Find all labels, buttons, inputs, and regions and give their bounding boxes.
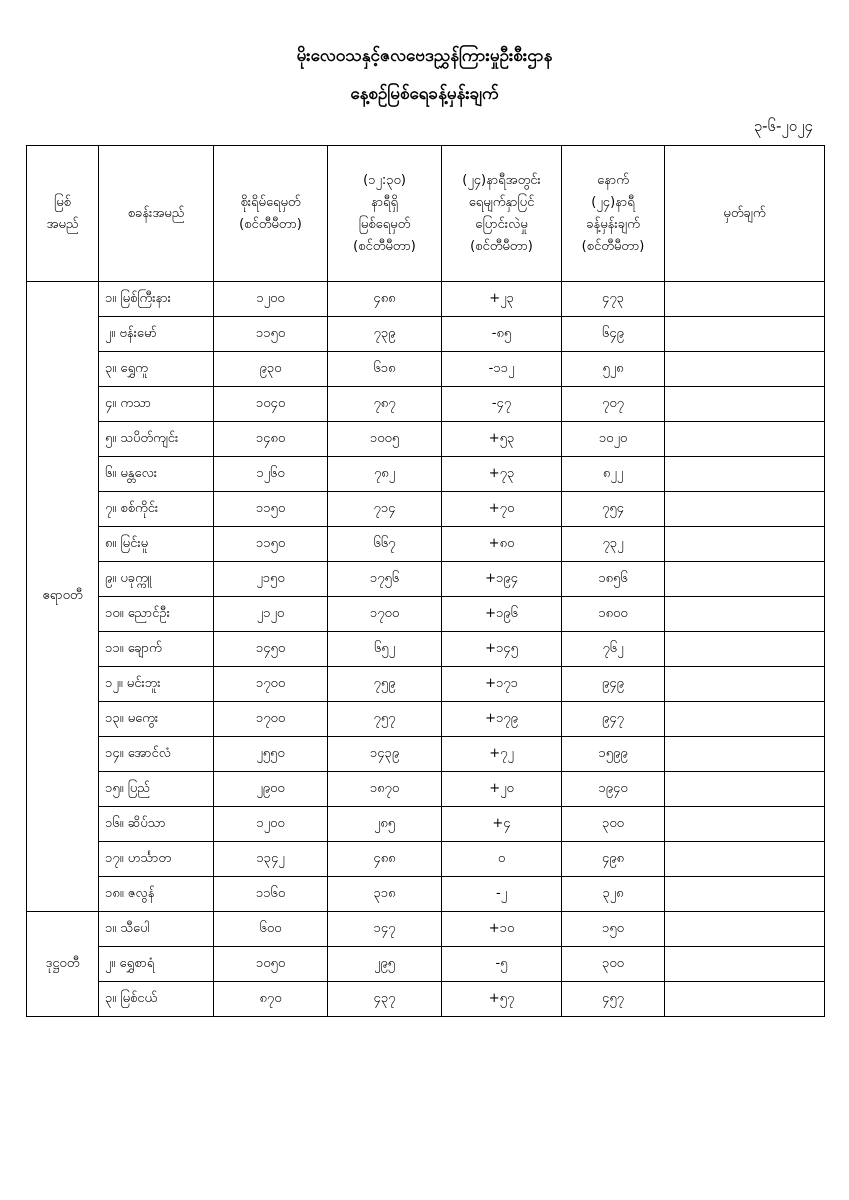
current-level-cell: ၁၇၅၆ [328, 562, 442, 597]
change-cell: +၂၀ [442, 772, 562, 807]
river-name-cell: ဧရာဝတီ [27, 282, 99, 912]
column-header-line: (စင်တီမီတာ) [581, 238, 645, 254]
remarks-cell [665, 877, 825, 912]
current-level-cell: ၂၉၅ [328, 947, 442, 982]
forecast-cell: ၄၉၈ [562, 842, 665, 877]
column-header-line: (စင်တီမီတာ) [470, 238, 533, 254]
table-row [27, 772, 825, 807]
remarks-cell [665, 457, 825, 492]
table-row [27, 737, 825, 772]
danger-level-cell: ၂၁၂၀ [214, 597, 328, 632]
station-cell: ၁။ မြစ်ကြီးနား [99, 282, 214, 317]
current-level-cell: ၁၄၇ [328, 912, 442, 947]
current-level-cell: ၁၇၀၀ [328, 597, 442, 632]
current-level-cell: ၇၃၉ [328, 317, 442, 352]
remarks-cell [665, 492, 825, 527]
station-cell: ၁၆။ ဆိပ်သာ [99, 807, 214, 842]
current-level-cell: ၆၅၂ [328, 632, 442, 667]
remarks-cell [665, 632, 825, 667]
station-cell: ၁၅။ ပြည် [99, 772, 214, 807]
table-row [27, 317, 825, 352]
change-cell: +၁၉၆ [442, 597, 562, 632]
table-row [27, 667, 825, 702]
remarks-cell [665, 807, 825, 842]
remarks-cell [665, 387, 825, 422]
forecast-cell: ၅၂၈ [562, 352, 665, 387]
current-level-cell: ၇၅၇ [328, 702, 442, 737]
forecast-cell: ၇၃၂ [562, 527, 665, 562]
station-cell: ၁၁။ ချောက် [99, 632, 214, 667]
change-cell: +၁၇၁ [442, 667, 562, 702]
column-header-line: စခန်းအမည် [127, 205, 185, 221]
station-cell: ၅။ သပိတ်ကျင်း [99, 422, 214, 457]
danger-level-cell: ၂၅၅၀ [214, 737, 328, 772]
column-header-line: အမည် [46, 216, 79, 232]
station-cell: ၁၄။ အောင်လံ [99, 737, 214, 772]
station-cell: ၇။ စစ်ကိုင်း [99, 492, 214, 527]
danger-level-cell: ၉၃၀ [214, 352, 328, 387]
current-level-cell: ၁၄၃၉ [328, 737, 442, 772]
current-level-cell: ၄၈၈ [328, 282, 442, 317]
table-row [27, 527, 825, 562]
current-level-cell: ၄၃၇ [328, 982, 442, 1017]
column-header-river [27, 146, 99, 282]
danger-level-cell: ၂၉၀၀ [214, 772, 328, 807]
station-cell: ၂။ ရွှေစာရံ [99, 947, 214, 982]
danger-level-cell: ၁၂၆၀ [214, 457, 328, 492]
remarks-cell [665, 597, 825, 632]
station-cell: ၂။ ဗန်းမော် [99, 317, 214, 352]
current-level-cell: ၇၁၄ [328, 492, 442, 527]
column-header-line: မြစ် [54, 194, 71, 210]
table-row [27, 457, 825, 492]
table-row [27, 597, 825, 632]
forecast-cell: ၁၅၀ [562, 912, 665, 947]
change-cell: -၅ [442, 947, 562, 982]
table-body [27, 282, 825, 1017]
table-row [27, 982, 825, 1017]
river-level-table [26, 145, 825, 1017]
remarks-cell [665, 352, 825, 387]
station-cell: ၁။ သီပေါ [99, 912, 214, 947]
column-header-station [99, 146, 214, 282]
column-header-current-level [328, 146, 442, 282]
current-level-cell: ၆၁၈ [328, 352, 442, 387]
danger-level-cell: ၁၁၆၀ [214, 877, 328, 912]
current-level-cell: ၁၈၇၀ [328, 772, 442, 807]
table-row [27, 422, 825, 457]
column-header-danger-level [214, 146, 328, 282]
remarks-cell [665, 772, 825, 807]
remarks-cell [665, 912, 825, 947]
current-level-cell: ၂၈၅ [328, 807, 442, 842]
danger-level-cell: ၁၄၅၀ [214, 632, 328, 667]
danger-level-cell: ၁၂၀၀ [214, 282, 328, 317]
forecast-cell: ၉၄၇ [562, 702, 665, 737]
danger-level-cell: ၁၀၄၀ [214, 387, 328, 422]
station-cell: ၃။ ရွှေကူ [99, 352, 214, 387]
remarks-cell [665, 667, 825, 702]
forecast-cell: ၈၂၂ [562, 457, 665, 492]
report-title: မိုးလေဝသနှင့်ဇလဗေဒညွှန်ကြားမှုဦးစီးဌာန [296, 46, 553, 66]
column-header-line: နောက် [597, 172, 629, 188]
table-row [27, 282, 825, 317]
column-header-line: (စင်တီမီတာ) [239, 216, 302, 232]
change-cell: +၁၉၄ [442, 562, 562, 597]
forecast-cell: ၄၅၇ [562, 982, 665, 1017]
table-row [27, 912, 825, 947]
column-header-line: စိုးရိမ်ရေမှတ် [240, 194, 301, 210]
column-header-24h-forecast [562, 146, 665, 282]
change-cell: -၄၇ [442, 387, 562, 422]
column-header-line: မြစ်ရေမှတ် [358, 216, 411, 232]
table-row [27, 807, 825, 842]
change-cell: +၄ [442, 807, 562, 842]
change-cell: +၁၄၅ [442, 632, 562, 667]
forecast-cell: ၆၄၉ [562, 317, 665, 352]
forecast-cell: ၁၅၉၉ [562, 737, 665, 772]
current-level-cell: ၃၁၈ [328, 877, 442, 912]
change-cell: +၂၃ [442, 282, 562, 317]
remarks-cell [665, 947, 825, 982]
report-subtitle: နေ့စဉ်မြစ်ရေခန့်မှန်းချက် [350, 84, 499, 104]
column-header-line: နာရီရှိ [370, 194, 398, 210]
table-row [27, 877, 825, 912]
current-level-cell: ၁၀၀၅ [328, 422, 442, 457]
change-cell: +၇၂ [442, 737, 562, 772]
change-cell: ၀ [442, 842, 562, 877]
column-header-line: မှတ်ချက် [723, 205, 766, 221]
danger-level-cell: ၁၁၅၀ [214, 317, 328, 352]
danger-level-cell: ၁၀၅၀ [214, 947, 328, 982]
table-row [27, 632, 825, 667]
station-cell: ၁၇။ ဟင်္သာတ [99, 842, 214, 877]
danger-level-cell: ၆၀၀ [214, 912, 328, 947]
station-cell: ၁၂။ မင်းဘူး [99, 667, 214, 702]
forecast-cell: ၁၈၅၆ [562, 562, 665, 597]
danger-level-cell: ၁၁၅၀ [214, 492, 328, 527]
station-cell: ၈။ မြင်းမူ [99, 527, 214, 562]
change-cell: +၇၀ [442, 492, 562, 527]
remarks-cell [665, 842, 825, 877]
column-header-line: ရေမျက်နှာပြင် [468, 194, 535, 210]
forecast-cell: ၁၀၂၀ [562, 422, 665, 457]
forecast-cell: ၇၅၄ [562, 492, 665, 527]
forecast-cell: ၇၀၇ [562, 387, 665, 422]
table-row [27, 842, 825, 877]
table-row [27, 352, 825, 387]
remarks-cell [665, 562, 825, 597]
danger-level-cell: ၁၇၀၀ [214, 667, 328, 702]
report-date: ၃-၆-၂၀၂၄ [753, 117, 813, 135]
remarks-cell [665, 317, 825, 352]
column-header-line: (၂၄)နာရီ [591, 194, 635, 210]
current-level-cell: ၄၈၈ [328, 842, 442, 877]
danger-level-cell: ၁၂၀၀ [214, 807, 328, 842]
remarks-cell [665, 982, 825, 1017]
column-header-line: (၂၄)နာရီအတွင်း [462, 172, 541, 188]
header-row [27, 146, 825, 282]
column-header-line: (စင်တီမီတာ) [353, 238, 416, 254]
change-cell: +၅၃ [442, 422, 562, 457]
remarks-cell [665, 702, 825, 737]
station-cell: ၆။ မန္တလေး [99, 457, 214, 492]
danger-level-cell: ၁၇၀၀ [214, 702, 328, 737]
danger-level-cell: ၁၁၅၀ [214, 527, 328, 562]
station-cell: ၁၈။ ဇလွန် [99, 877, 214, 912]
current-level-cell: ၆၆၇ [328, 527, 442, 562]
forecast-cell: ၃၀၀ [562, 807, 665, 842]
danger-level-cell: ၂၁၅၀ [214, 562, 328, 597]
table-row [27, 492, 825, 527]
river-name-cell: ဒုဋ္ဌဝတီ [27, 912, 99, 1017]
table-row [27, 387, 825, 422]
column-header-24h-change [442, 146, 562, 282]
table-row [27, 562, 825, 597]
column-header-line: ပြောင်းလဲမှု [475, 216, 528, 232]
remarks-cell [665, 282, 825, 317]
change-cell: -၁၁၂ [442, 352, 562, 387]
forecast-cell: ၃၀၀ [562, 947, 665, 982]
station-cell: ၃။ မြစ်ငယ် [99, 982, 214, 1017]
station-cell: ၄။ ကသာ [99, 387, 214, 422]
remarks-cell [665, 422, 825, 457]
forecast-cell: ၁၈၀၀ [562, 597, 665, 632]
station-cell: ၉။ ပခုက္ကူ [99, 562, 214, 597]
change-cell: -၂ [442, 877, 562, 912]
change-cell: +၁၀ [442, 912, 562, 947]
current-level-cell: ၇၈၇ [328, 387, 442, 422]
station-cell: ၁၃။ မကွေး [99, 702, 214, 737]
column-header-remarks [665, 146, 825, 282]
forecast-cell: ၃၂၈ [562, 877, 665, 912]
change-cell: +၅၇ [442, 982, 562, 1017]
danger-level-cell: ၈၇၀ [214, 982, 328, 1017]
current-level-cell: ၇၅၉ [328, 667, 442, 702]
forecast-cell: ၇၆၂ [562, 632, 665, 667]
forecast-cell: ၄၇၃ [562, 282, 665, 317]
forecast-cell: ၁၉၄၀ [562, 772, 665, 807]
remarks-cell [665, 737, 825, 772]
change-cell: +၇၃ [442, 457, 562, 492]
danger-level-cell: ၁၄၈၀ [214, 422, 328, 457]
change-cell: +၁၇၉ [442, 702, 562, 737]
column-header-line: (၁၂:၃၀) [363, 172, 406, 188]
remarks-cell [665, 527, 825, 562]
table-row [27, 702, 825, 737]
danger-level-cell: ၁၃၄၂ [214, 842, 328, 877]
change-cell: +၈၀ [442, 527, 562, 562]
current-level-cell: ၇၈၂ [328, 457, 442, 492]
table-row [27, 947, 825, 982]
change-cell: -၈၅ [442, 317, 562, 352]
column-header-line: ခန့်မှန်းချက် [586, 216, 640, 232]
forecast-cell: ၉၄၉ [562, 667, 665, 702]
station-cell: ၁၀။ ညောင်ဦး [99, 597, 214, 632]
